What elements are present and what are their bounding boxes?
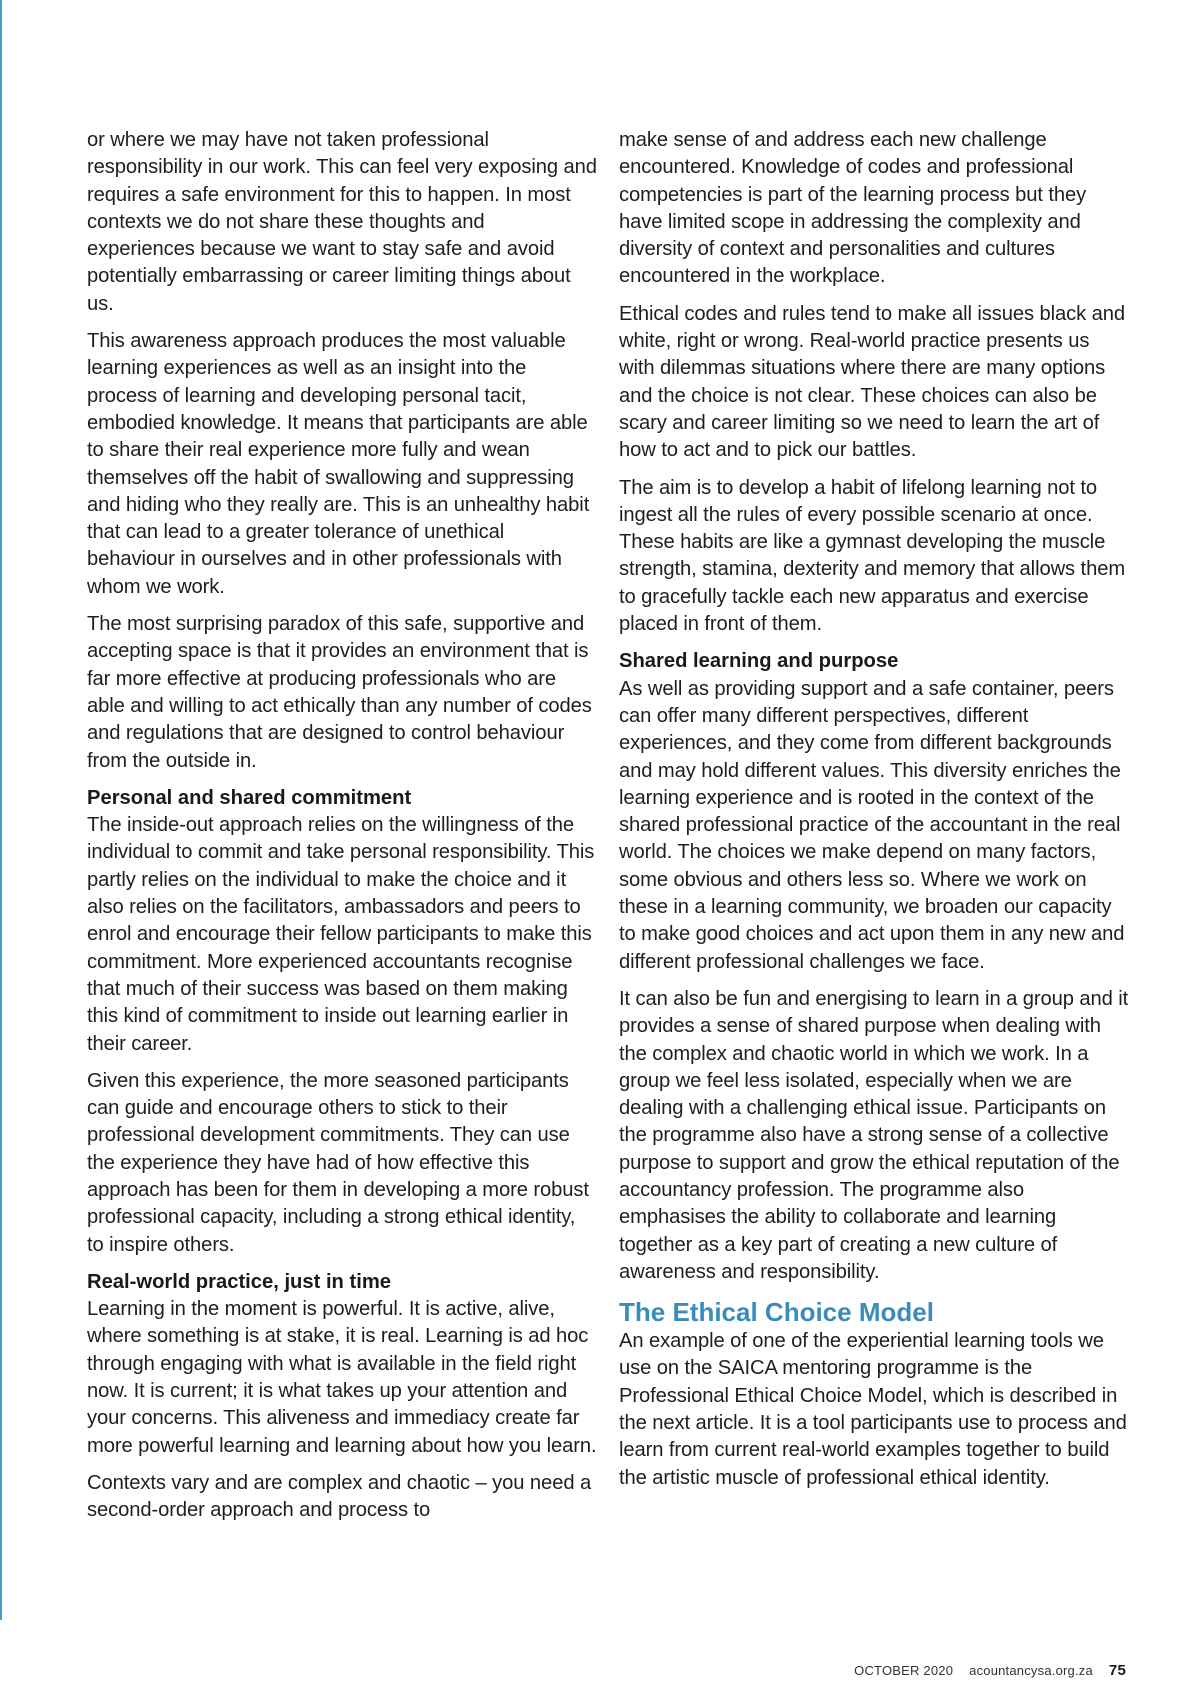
body-paragraph: Given this experience, the more seasoned participants can guide and encourage others to stick to their professional development commitments. They can use the experience they have had of how effective this approach has been for them in developing a more robust professional capacity, including a strong ethical identity, to inspire others. <box>87 1069 589 1256</box>
body-paragraph: Ethical codes and rules tend to make all issues black and white, right or wrong. Real-world practice presents us with dilemmas situations where there are many options and the choice is not clear. These choices can also be scary and career limiting so we need to learn the art of how to act and to pick our battles. <box>619 302 1126 462</box>
body-paragraph: An example of one of the experiential learning tools we use on the SAICA mentoring programme is the Professional Ethical Choice Model, which is described in the next article. It is a tool participants use to process and learn from current real-world examples together to build the artistic muscle of professional ethical identity. <box>619 1330 1127 1489</box>
body-paragraph: The aim is to develop a habit of lifelong learning not to ingest all the rules of every possible scenario at once. These habits are like a gymnast developing the muscle strength, stamina, dexterity and memory that allows them to gracefully tackle each new apparatus and exercise placed in front of them. <box>619 476 1126 636</box>
subheading-shared-learning: Shared learning and purpose <box>619 650 899 673</box>
footer-issue: OCTOBER 2020 <box>854 1663 954 1678</box>
left-column <box>87 127 597 1535</box>
body-paragraph: Contexts vary and are complex and chaotic – you need a second-order approach and process to <box>87 1471 592 1522</box>
page-number: 75 <box>1108 1662 1126 1679</box>
body-paragraph: This awareness approach produces the most valuable learning experiences as well as an insight into the process of learning and developing personal tacit, embodied knowledge. It means that participants are able to share their real experience more fully and wean themselves off the habit of swallowing and suppressing and hiding who they really are. This is an unhealthy habit that can lead to a greater tolerance of unethical behaviour in ourselves and in other professionals with whom we work. <box>87 330 590 598</box>
body-paragraph: The most surprising paradox of this safe, supportive and accepting space is that it provides an environment that is far more effective at producing professionals who are able and willing to act ethically than any number of codes and regulations that are designed to control behaviour from the outside in. <box>87 613 592 772</box>
section-title: The Ethical Choice Model <box>619 1297 934 1328</box>
body-paragraph: or where we may have not taken professional responsibility in our work. This can feel very exposing and requires a safe environment for this to happen. In most contexts we do not share these thoughts and experiences because we want to stay safe and avoid potentially embarrassing or career limiting things about us. <box>87 129 597 315</box>
page-edge-rule <box>0 0 2 1620</box>
subheading-personal-commitment: Personal and shared commitment <box>87 786 412 809</box>
body-paragraph: It can also be fun and energising to learn in a group and it provides a sense of shared purpose when dealing with the complex and chaotic world in which we work. In a group we feel less isolated, especially when we are dealing with a challenging ethical issue. Participants on the programme also have a strong sense of a collective purpose to support and grow the ethical reputation of the accountancy profession. The programme also emphasises the ability to collaborate and learning together as a key part of creating a new culture of awareness and responsibility. <box>619 987 1129 1283</box>
footer-site: acountancysa.org.za <box>969 1663 1093 1678</box>
body-paragraph: As well as providing support and a safe container, peers can offer many different perspectives, different experiences, and they come from different backgrounds and may hold different values. This diversity enriches the learning experience and is rooted in the context of the shared professional practice of the accountant in the real world. The choices we make depend on many factors, some obvious and others less so. Where we work on these in a learning community, we broaden our capacity to make good choices and act upon them in any new and different professional challenges we face. <box>619 677 1125 973</box>
body-paragraph: Learning in the moment is powerful. It is active, alive, where something is at stake, it is real. Learning is ad hoc through engaging with what is available in the field right now. It is current; it is what takes up your attention and your concerns. This aliveness and immediacy create far more powerful learning and learning about how you learn. <box>87 1298 597 1457</box>
right-column <box>619 127 1129 1502</box>
body-paragraph: The inside-out approach relies on the willingness of the individual to commit and take personal responsibility. This partly relies on the individual to make the choice and it also relies on the facilitators, ambassadors and peers to enrol and encourage their fellow participants to make this commitment. More experienced accountants recognise that much of their success was based on them making this kind of commitment to inside out learning earlier in their career. <box>87 814 595 1055</box>
page-footer <box>854 1662 1126 1679</box>
body-paragraph: make sense of and address each new challenge encountered. Knowledge of codes and professional competencies is part of the learning process but they have limited scope in addressing the complexity and diversity of context and personalities and cultures encountered in the workplace. <box>619 129 1087 288</box>
subheading-real-world-practice: Real-world practice, just in time <box>87 1270 392 1293</box>
